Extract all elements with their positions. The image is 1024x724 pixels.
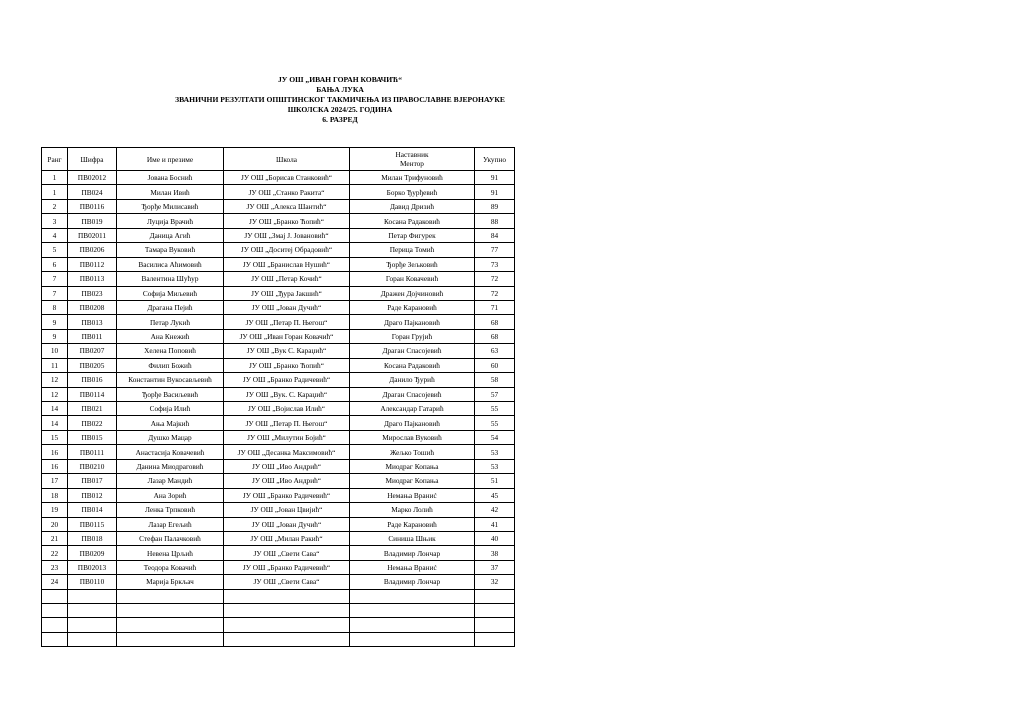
empty-row [42,604,515,618]
school-name: ЈУ ОШ „ИВАН ГОРАН КОВАЧИЋ“ [278,75,402,84]
cell-name: Душко Мацар [117,430,224,444]
cell-name: Марија Бркљач [117,575,224,589]
cell-code: ПВ017 [68,474,117,488]
cell-total: 57 [475,387,515,401]
cell-code: ПВ024 [68,185,117,199]
cell-code: ПВ021 [68,402,117,416]
cell-school: ЈУ ОШ „Бранко Радичевић“ [224,560,350,574]
cell-rank: 19 [42,503,68,517]
cell-school: ЈУ ОШ „Иво Андрић“ [224,474,350,488]
cell-code: ПВ015 [68,430,117,444]
cell-name: Ана Зорић [117,488,224,502]
teacher-header-line2: Ментор [400,159,424,168]
cell-teacher: Давид Дризић [350,199,475,213]
cell-name: Даница Агић [117,228,224,242]
cell-school: ЈУ ОШ „Доситеј Обрадовић“ [224,243,350,257]
cell-school: ЈУ ОШ „Бранко Радичевић“ [224,488,350,502]
cell-school: ЈУ ОШ „Иво Андрић“ [224,459,350,473]
table-row [42,272,515,286]
document-header [150,75,530,125]
cell-rank: 3 [42,214,68,228]
cell-total: 72 [475,272,515,286]
cell-total: 60 [475,358,515,372]
cell-code: ПВ022 [68,416,117,430]
cell-teacher: Ђорђе Зељковић [350,257,475,271]
cell-teacher: Владимир Лончар [350,575,475,589]
table-row [42,199,515,213]
table-row [42,171,515,185]
table-row [42,474,515,488]
grade-label: 6. РАЗРЕД [322,115,358,124]
cell-teacher: Горан Ковачевић [350,272,475,286]
cell-rank: 1 [42,185,68,199]
cell-name: Ђорђе Милисавић [117,199,224,213]
cell-name: Хелена Поповић [117,344,224,358]
cell-name: Милан Ивић [117,185,224,199]
cell-teacher: Драго Пајкановић [350,416,475,430]
cell-school: ЈУ ОШ „Иван Горан Ковачић“ [224,329,350,343]
cell-teacher: Миодраг Копања [350,474,475,488]
table-row [42,416,515,430]
cell-school: ЈУ ОШ „Милан Ракић“ [224,531,350,545]
document-title: ЗВАНИЧНИ РЕЗУЛТАТИ ОПШТИНСКОГ ТАКМИЧЕЊА ИЗ ПРАВОСЛАВНЕ ВЈЕРОНАУКЕ [175,95,505,104]
cell-school: ЈУ ОШ „Вук. С. Караџић“ [224,387,350,401]
cell-school: ЈУ ОШ „Јован Дучић“ [224,300,350,314]
empty-row [42,618,515,632]
cell-code: ПВ0116 [68,199,117,213]
cell-code: ПВ0114 [68,387,117,401]
cell-rank: 22 [42,546,68,560]
cell-rank: 4 [42,228,68,242]
cell-total: 73 [475,257,515,271]
cell-rank: 12 [42,387,68,401]
cell-name: Јована Боснић [117,171,224,185]
cell-rank: 8 [42,300,68,314]
cell-rank: 10 [42,344,68,358]
cell-school: ЈУ ОШ „Десанка Максимовић“ [224,445,350,459]
table-row [42,459,515,473]
cell-teacher: Раде Карановић [350,517,475,531]
table-row [42,257,515,271]
cell-name: Ленка Трпковић [117,503,224,517]
cell-total: 84 [475,228,515,242]
cell-teacher: Жељко Тошић [350,445,475,459]
table-row [42,315,515,329]
cell-total: 72 [475,286,515,300]
cell-code: ПВ0206 [68,243,117,257]
cell-rank: 9 [42,315,68,329]
cell-total: 58 [475,373,515,387]
cell-teacher: Петар Фигурек [350,228,475,242]
cell-code: ПВ014 [68,503,117,517]
cell-name: Валентина Шућур [117,272,224,286]
cell-total: 53 [475,459,515,473]
cell-name: Василиса Аћимовић [117,257,224,271]
table-row [42,402,515,416]
table-row [42,517,515,531]
cell-code: ПВ013 [68,315,117,329]
empty-row [42,589,515,603]
cell-teacher: Немања Враниć [350,488,475,502]
city-name: БАЊА ЛУКА [316,85,364,94]
cell-teacher: Драго Пајкановић [350,315,475,329]
cell-rank: 15 [42,430,68,444]
column-header-name: Име и презиме [117,148,224,171]
cell-code: ПВ0115 [68,517,117,531]
table-row [42,546,515,560]
cell-teacher: Мирослав Вуковић [350,430,475,444]
teacher-header-line1: Наставник [395,150,429,159]
cell-teacher: Владимир Лончар [350,546,475,560]
school-year: ШКОЛСКА 2024/25. ГОДИНА [287,105,393,114]
cell-rank: 7 [42,286,68,300]
cell-rank: 12 [42,373,68,387]
cell-total: 77 [475,243,515,257]
cell-rank: 2 [42,199,68,213]
cell-school: ЈУ ОШ „Петар П. Његош“ [224,315,350,329]
cell-code: ПВ0209 [68,546,117,560]
cell-name: Стефан Палачковић [117,531,224,545]
cell-name: Ана Кнежић [117,329,224,343]
table-row [42,445,515,459]
cell-rank: 11 [42,358,68,372]
cell-name: Анастасија Ковачевић [117,445,224,459]
table-row [42,185,515,199]
cell-code: ПВ0112 [68,257,117,271]
table-row [42,358,515,372]
cell-total: 45 [475,488,515,502]
cell-school: ЈУ ОШ „Јован Цвијић“ [224,503,350,517]
cell-rank: 5 [42,243,68,257]
cell-total: 54 [475,430,515,444]
cell-teacher: Милан Трифуновић [350,171,475,185]
cell-total: 32 [475,575,515,589]
cell-school: ЈУ ОШ „Петар П. Његош“ [224,416,350,430]
cell-total: 42 [475,503,515,517]
cell-code: ПВ02012 [68,171,117,185]
results-body [42,171,515,590]
cell-name: Ђорђе Васиљевић [117,387,224,401]
cell-total: 55 [475,402,515,416]
cell-rank: 18 [42,488,68,502]
cell-name: Луција Врачић [117,214,224,228]
cell-teacher: Борко Ђурђевић [350,185,475,199]
cell-name: Драгана Пејић [117,300,224,314]
column-header-total: Укупно [475,148,515,171]
cell-teacher: Немања Враниć [350,560,475,574]
cell-total: 91 [475,185,515,199]
cell-code: ПВ0207 [68,344,117,358]
cell-total: 68 [475,329,515,343]
table-row [42,488,515,502]
column-header-code: Шифра [68,148,117,171]
cell-name: Ања Мајкић [117,416,224,430]
cell-code: ПВ0208 [68,300,117,314]
cell-teacher: Горан Грујић [350,329,475,343]
cell-rank: 16 [42,459,68,473]
cell-name: Данина Миодраговић [117,459,224,473]
cell-teacher: Драган Спасојевић [350,387,475,401]
cell-school: ЈУ ОШ „Бранислав Нушић“ [224,257,350,271]
table-row [42,228,515,242]
table-row [42,575,515,589]
cell-school: ЈУ ОШ „Бранко Радичевић“ [224,373,350,387]
cell-name: Теодора Ковачић [117,560,224,574]
empty-rows [42,589,515,647]
table-row [42,344,515,358]
cell-code: ПВ011 [68,329,117,343]
cell-total: 41 [475,517,515,531]
cell-total: 38 [475,546,515,560]
cell-school: ЈУ ОШ „Борисав Станковић“ [224,171,350,185]
cell-total: 88 [475,214,515,228]
cell-name: Невена Црљић [117,546,224,560]
cell-teacher: Раде Карановић [350,300,475,314]
cell-rank: 21 [42,531,68,545]
cell-code: ПВ0111 [68,445,117,459]
cell-name: Софија Илић [117,402,224,416]
cell-code: ПВ023 [68,286,117,300]
cell-teacher: Косана Радаковић [350,214,475,228]
cell-teacher: Александар Гатарић [350,402,475,416]
cell-teacher: Миодраг Копања [350,459,475,473]
cell-total: 53 [475,445,515,459]
cell-school: ЈУ ОШ „Свети Сава“ [224,575,350,589]
cell-name: Константин Вукосављевић [117,373,224,387]
cell-code: ПВ018 [68,531,117,545]
cell-code: ПВ0210 [68,459,117,473]
cell-name: Филип Божић [117,358,224,372]
cell-rank: 1 [42,171,68,185]
cell-teacher: Марко Лолић [350,503,475,517]
cell-rank: 9 [42,329,68,343]
cell-school: ЈУ ОШ „Вук С. Караџић“ [224,344,350,358]
cell-name: Тамара Вуковић [117,243,224,257]
cell-school: ЈУ ОШ „Свети Сава“ [224,546,350,560]
table-row [42,503,515,517]
cell-code: ПВ012 [68,488,117,502]
cell-teacher: Перица Томић [350,243,475,257]
cell-rank: 24 [42,575,68,589]
cell-rank: 16 [42,445,68,459]
cell-school: ЈУ ОШ „Јован Дучић“ [224,517,350,531]
table-row [42,387,515,401]
cell-teacher: Дражен Дојчиновић [350,286,475,300]
empty-row [42,632,515,646]
cell-name: Лазар Егељић [117,517,224,531]
table-row [42,243,515,257]
cell-name: Лазар Мандић [117,474,224,488]
cell-rank: 23 [42,560,68,574]
cell-school: ЈУ ОШ „Петар Кочић“ [224,272,350,286]
cell-rank: 17 [42,474,68,488]
cell-teacher: Данило Ђурић [350,373,475,387]
cell-code: ПВ016 [68,373,117,387]
cell-total: 68 [475,315,515,329]
table-row [42,300,515,314]
cell-school: ЈУ ОШ „Милутин Бојић“ [224,430,350,444]
cell-school: ЈУ ОШ „Бранко Ћопић“ [224,214,350,228]
table-row [42,329,515,343]
cell-total: 91 [475,171,515,185]
table-row [42,214,515,228]
cell-code: ПВ0113 [68,272,117,286]
cell-name: Петар Лукић [117,315,224,329]
table-row [42,373,515,387]
cell-rank: 14 [42,416,68,430]
cell-teacher: Синиша Шњик [350,531,475,545]
cell-rank: 6 [42,257,68,271]
cell-code: ПВ0110 [68,575,117,589]
cell-teacher: Косана Радаковић [350,358,475,372]
cell-code: ПВ019 [68,214,117,228]
cell-code: ПВ02011 [68,228,117,242]
table-row [42,430,515,444]
cell-school: ЈУ ОШ „Војислав Илић“ [224,402,350,416]
column-header-school: Школа [224,148,350,171]
cell-total: 55 [475,416,515,430]
cell-code: ПВ0205 [68,358,117,372]
table-row [42,531,515,545]
cell-total: 40 [475,531,515,545]
column-header-teacher [350,148,475,171]
cell-total: 71 [475,300,515,314]
cell-school: ЈУ ОШ „Змај Ј. Јовановић“ [224,228,350,242]
table-header-row [42,148,515,171]
cell-school: ЈУ ОШ „Бранко Ћопић“ [224,358,350,372]
cell-teacher: Драган Спасојевић [350,344,475,358]
cell-rank: 7 [42,272,68,286]
cell-school: ЈУ ОШ „Станко Ракита“ [224,185,350,199]
table-row [42,560,515,574]
cell-total: 63 [475,344,515,358]
table-row [42,286,515,300]
cell-code: ПВ02013 [68,560,117,574]
cell-name: Софија Миљевић [117,286,224,300]
cell-total: 51 [475,474,515,488]
cell-rank: 20 [42,517,68,531]
column-header-rank: Ранг [42,148,68,171]
results-table [41,147,515,647]
cell-total: 37 [475,560,515,574]
cell-rank: 14 [42,402,68,416]
cell-school: ЈУ ОШ „Алекса Шантић“ [224,199,350,213]
cell-school: ЈУ ОШ „Ђура Јакшић“ [224,286,350,300]
cell-total: 89 [475,199,515,213]
